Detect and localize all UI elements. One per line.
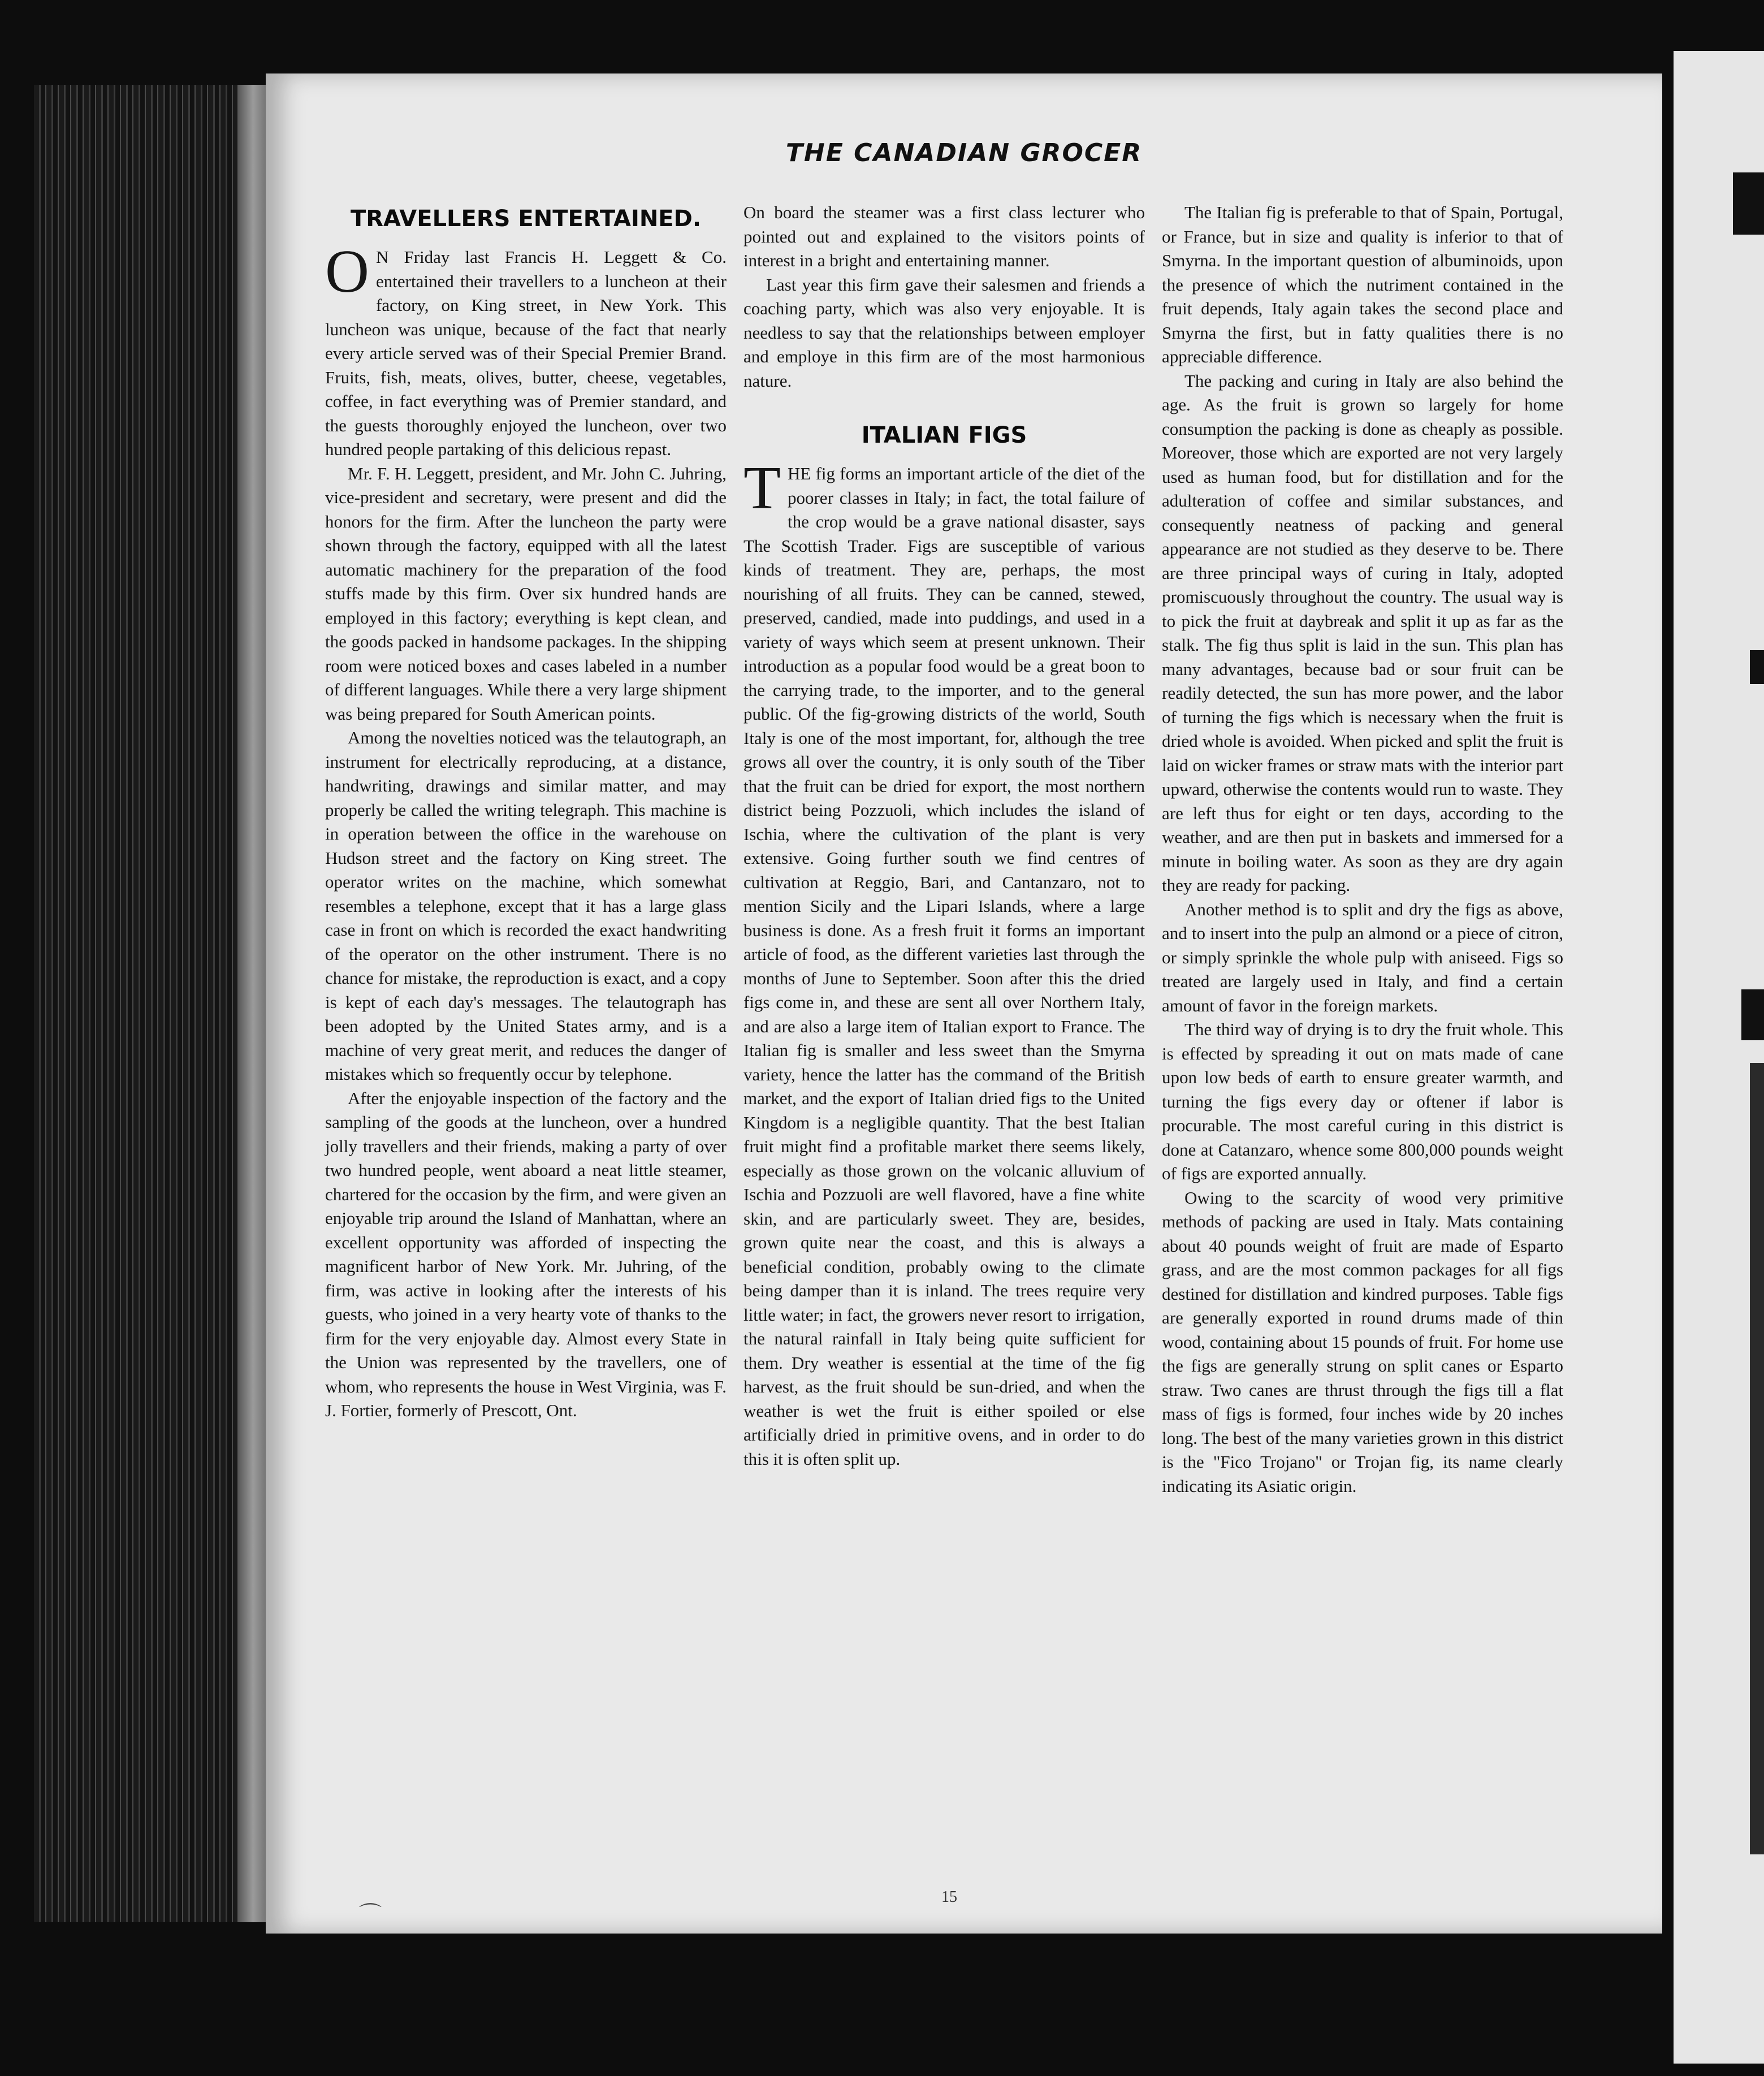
drop-cap: T <box>743 455 781 522</box>
article-title-travellers: TRAVELLERS ENTERTAINED. <box>350 206 702 232</box>
book-page-edges <box>34 85 266 1922</box>
adjacent-page-fragment <box>1674 51 1764 2064</box>
article-paragraph: Mr. F. H. Leggett, president, and Mr. John C. Juhring, vice-president and secretary, were present and did the honors for the firm. After the luncheon the party were shown through the factory, equipped with all the latest automatic machinery for the preparation of the food stuffs made by this firm. Over six hundred hands are employed in this factory; everything is kept clean, and the goods packed in handsome packages. In the shipping room were noticed boxes and cases labeled in a number of different languages. While there a very large shipment was being prepared for South American points. <box>325 463 727 724</box>
ink-mark: ⌒ <box>359 1902 382 1927</box>
adjacent-page-glyph <box>1741 989 1764 1040</box>
article-title-italian-figs: ITALIAN FIGS <box>861 422 1027 448</box>
column-3 <box>1162 201 1563 1498</box>
article-paragraph: The packing and curing in Italy are also behind the age. As the fruit is grown so largely for home consumption the packing is done as cheaply as possible. Moreover, those which are exported are not very largely used as human food, but for distillation and for the adulteration of coffee and similar substances, and consequently neatness of packing and general appearance are not studied as they deserve to be. There are three principal ways of curing in Italy, adopted promiscuously throughout the country. The usual way is to pick the fruit at daybreak and split it up as far as the stalk. The fig thus split is laid in the sun. This plan has many advantages, because bad or sour fruit can be readily detected, the sun has more power, and the labor of turning the figs which is necessary when the fruit is dried whole is avoided. When picked and split the fruit is laid on wicker frames or straw mats with the interior part upward, otherwise the contents would run to waste. They are left thus for eight or ten days, according to the weather, and are then put in baskets and immersed for a minute in boiling water. As soon as they are dry again they are ready for packing. <box>1162 370 1563 895</box>
article-paragraph: O N Friday last Francis H. Leggett & Co. entertained their travellers to a luncheon at their factory, on King street, in New York. This luncheon was unique, because of the fact that nearly every article served was of their Special Premier Brand. Fruits, fish, meats, olives, butter, cheese, vegetables, coffee, in fact everything was of Premier standard, and the guests thoroughly enjoyed the luncheon, over two hundred people partaking of this delicious repast. <box>325 238 727 459</box>
newspaper-page <box>266 73 1662 1934</box>
column-2 <box>743 201 1145 1471</box>
article-paragraph: After the enjoyable inspection of the factory and the sampling of the goods at the luncheon, over a hundred jolly travellers and their friends, making a party of over two hundred people, went aboard a neat little steamer, chartered for the occasion by the firm, and were given an enjoyable trip around the Island of Manhattan, where an excellent opportunity was afforded of inspecting the magnificent harbor of New York. Mr. Juhring, of the firm, was active in looking after the interests of his guests, who joined in a very hearty vote of thanks to the firm for the very enjoyable day. Almost every State in the Union was represented by the travellers, one of whom, who represents the house in West Virginia, was F. J. Fortier, formerly of Prescott, Ont. <box>325 1088 727 1420</box>
drop-cap: O <box>325 238 369 305</box>
adjacent-page-glyph <box>1733 172 1764 235</box>
article-paragraph: Another method is to split and dry the figs as above, and to insert into the pulp an almond or a piece of citron, or simply sprinkle the whole pulp with aniseed. Figs so treated are largely used in Italy, and find a certain amount of favor in the foreign markets. <box>1162 899 1563 1015</box>
article-paragraph: On board the steamer was a first class lecturer who pointed out and explained to the visitors points of interest in a bright and entertaining manner. <box>743 202 1145 270</box>
article-paragraph: Among the novelties noticed was the telautograph, an instrument for electrically reproducing, at a distance, handwriting, drawings and similar matter, and may properly be called the writing telegraph. This machine is in operation between the office in the warehouse on Hudson street and the factory on King street. The operator writes on the machine, which somewhat resembles a telephone, except that it has a large glass case in front on which is recorded the exact handwriting of the operator on the other instrument. There is no chance for mistake, the reproduction is exact, and a copy is kept of each day's messages. The telautograph has been adopted by the United States army, and is a machine of very great merit, and reduces the danger of mistakes which so frequently occur by telephone. <box>325 728 727 1084</box>
adjacent-page-rule <box>1750 1063 1764 1854</box>
article-paragraph: Owing to the scarcity of wood very primitive methods of packing are used in Italy. Mats containing about 40 pounds weight of fruit are made of Esparto grass, and are the most common packages for all figs destined for distillation and kindred purposes. Table figs are generally exported in round drums made of thin wood, containing about 15 pounds of fruit. For home use the figs are generally strung on split canes or Esparto straw. Two canes are thrust through the figs till a flat mass of figs is formed, four inches wide by 20 inches long. The best of the many varieties grown in this district is the "Fico Trojano" or Trojan fig, its name clearly indicating its Asiatic origin. <box>1162 1187 1563 1496</box>
adjacent-page-glyph <box>1750 650 1764 684</box>
page-number: 15 <box>941 1888 957 1906</box>
article-paragraph: The third way of drying is to dry the fruit whole. This is effected by spreading it out on mats made of cane upon low beds of earth to ensure greater warmth, and turning the figs every day or oftener if labor is procurable. The most careful curing in this district is done at Catanzaro, whence some 800,000 pounds weight of figs are exported annually. <box>1162 1019 1563 1183</box>
book-gutter <box>237 85 269 1922</box>
column-1 <box>325 205 727 1423</box>
article-paragraph: Last year this firm gave their salesmen and friends a coaching party, which was also very enjoyable. It is needless to say that the relationships between employer and employe in this firm are of the most harmonious nature. <box>743 274 1145 391</box>
article-paragraph: THE fig forms an important article of the diet of the poorer classes in Italy; in fact, the total failure of the crop would be a grave national disaster, says The Scottish Trader. Figs are susceptible of various kinds of treatment. They are, perhaps, the most nourishing of all fruits. They can be canned, stewed, preserved, candied, made into puddings, and used in a variety of ways which seem at present unknown. Their introduction as a popular food would be a great boon to the carrying trade, to the importer, and to the general public. Of the fig-growing districts of the world, South Italy is one of the most important, for, although the tree grows all over the country, it is only south of the Tiber that the fruit can be dried for export, the most northern district being Pozzuoli, which includes the island of Ischia, where the cultivation of the plant is very extensive. Going further south we find centres of cultivation at Reggio, Bari, and Cantanzaro, not to mention Sicily and the Lipari Islands, where a large business is done. As a fresh fruit it forms an important article of food, as the different varieties last through the months of June to September. Soon after this the dried figs come in, and these are sent all over Northern Italy, and are also a large item of Italian export to France. The Italian fig is smaller and less sweet than the Smyrna variety, hence the latter has the command of the British market, and the export of Italian dried figs to the United Kingdom is a negligible quantity. That the best Italian fruit might find a profitable market there seems likely, especially as those grown on the volcanic alluvium of Ischia and Pozzuoli are well flavored, have a fine white skin, and are particularly sweet. They are, besides, grown quite near the coast, and this is always a beneficial condition, probably owing to the climate being damper than it is inland. The trees require very little water; in fact, the growers never resort to irrigation, the natural rainfall in Italy being quite sufficient for them. Dry weather is essential at the time of the fig harvest, as the fruit should be sun-dried, and when the weather is wet the fruit is either spoiled or else artificially dried in primitive ovens, and in order to do this it is often split up. <box>743 455 1145 1469</box>
article-paragraph: The Italian fig is preferable to that of Spain, Portugal, or France, but in size and quality is inferior to that of Smyrna. In the important question of albuminoids, upon the presence of which the nutriment contained in the fruit depends, Italy again takes the second place and Smyrna the first, but in fatty qualities there is no appreciable difference. <box>1162 202 1563 366</box>
page-header: THE CANADIAN GROCER <box>785 139 1143 167</box>
